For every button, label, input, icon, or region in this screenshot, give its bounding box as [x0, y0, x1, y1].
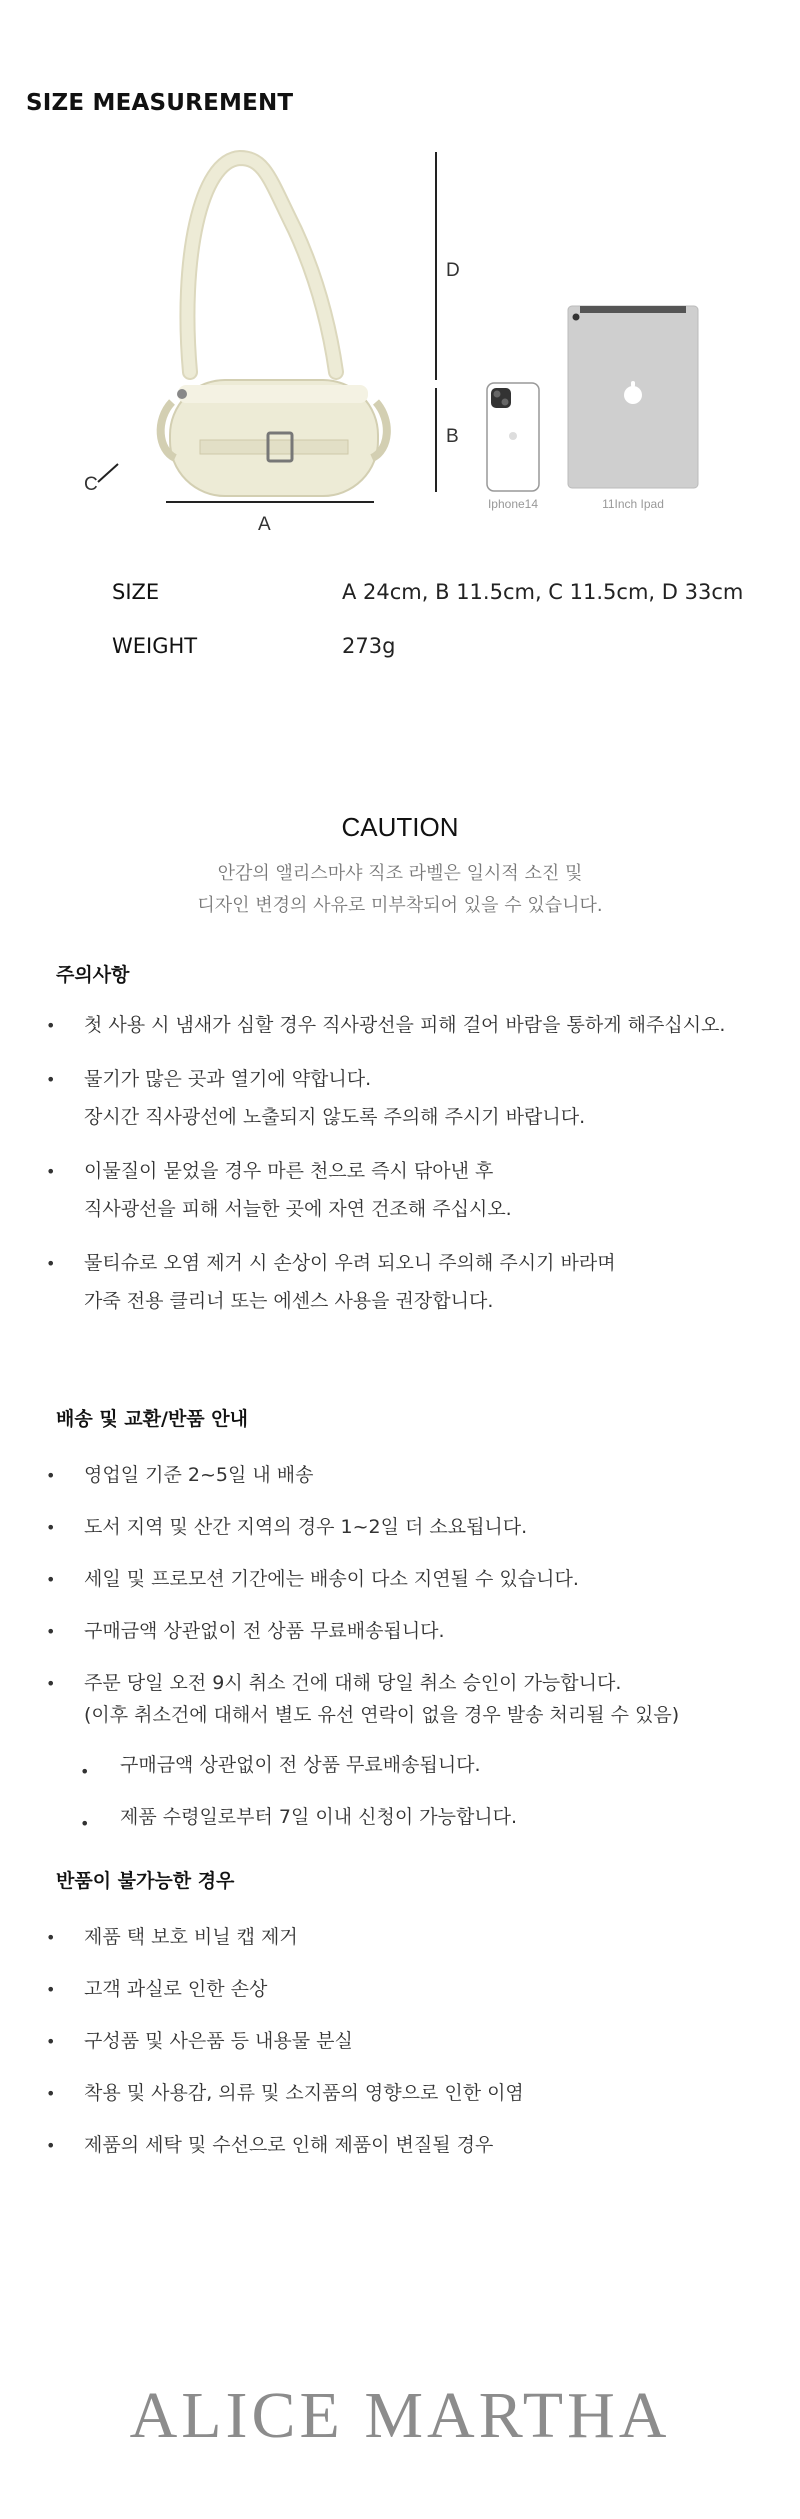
list-item: 영업일 기준 2~5일 내 배송 — [84, 1464, 314, 1486]
bullet: • — [46, 1016, 56, 1035]
spec-value-weight: 273g — [342, 634, 396, 658]
bullet: • — [46, 2084, 56, 2103]
bullet: • — [46, 1162, 56, 1181]
caution-subtitle-line-1: 안감의 앨리스마샤 직조 라벨은 일시적 소진 및 — [217, 863, 583, 884]
bullet: • — [46, 2032, 56, 2051]
list-item: 착용 및 사용감, 의류 및 소지품의 영향으로 인한 이염 — [84, 2082, 524, 2104]
list-item: 이물질이 묻었을 경우 마른 천으로 즉시 닦아낸 후 — [84, 1160, 494, 1182]
list-item: 도서 지역 및 산간 지역의 경우 1~2일 더 소요됩니다. — [84, 1516, 528, 1538]
spec-label-size: SIZE — [112, 580, 160, 604]
list-item: 제품의 세탁 및 수선으로 인해 제품이 변질될 경우 — [84, 2134, 494, 2156]
dim-label-d: D — [446, 260, 460, 281]
list-item: 구매금액 상관없이 전 상품 무료배송됩니다. — [84, 1620, 445, 1642]
ipad-silhouette — [568, 306, 698, 488]
dim-label-b: B — [446, 426, 459, 447]
bullet: • — [46, 1466, 56, 1485]
brand-logo-second: MARTHA — [364, 2379, 671, 2452]
bullet: • — [46, 1254, 56, 1273]
list-item: 고객 과실로 인한 손상 — [84, 1978, 268, 2000]
section-heading-precautions: 주의사항 — [56, 964, 130, 986]
list-item: 물기가 많은 곳과 열기에 약합니다. — [84, 1068, 372, 1090]
list-item: 제품 택 보호 비닐 캡 제거 — [84, 1926, 298, 1948]
sub-bullet: • — [80, 1814, 90, 1833]
dim-label-c: C — [84, 474, 98, 495]
sub-list-item: 구매금액 상관없이 전 상품 무료배송됩니다. — [120, 1754, 481, 1776]
list-item: 주문 당일 오전 9시 취소 건에 대해 당일 취소 승인이 가능합니다. — [84, 1672, 622, 1694]
spec-value-size: A 24cm, B 11.5cm, C 11.5cm, D 33cm — [342, 580, 744, 604]
bullet: • — [46, 1070, 56, 1089]
list-item-continued: (이후 취소건에 대해서 별도 유선 연락이 없을 경우 발송 처리될 수 있음) — [84, 1704, 680, 1726]
bullet: • — [46, 1518, 56, 1537]
list-item: 물티슈로 오염 제거 시 손상이 우려 되오니 주의해 주시기 바라며 — [84, 1252, 616, 1274]
sub-bullet: • — [80, 1762, 90, 1781]
brand-logo-first: ALICE — [129, 2379, 344, 2452]
list-item: 세일 및 프로모션 기간에는 배송이 다소 지연될 수 있습니다. — [84, 1568, 579, 1590]
size-measurement-title: SIZE MEASUREMENT — [26, 90, 294, 116]
list-item-continued: 장시간 직사광선에 노출되지 않도록 주의해 주시기 바랍니다. — [84, 1106, 586, 1128]
dim-line-c — [98, 464, 118, 482]
section-heading-no-returns: 반품이 불가능한 경우 — [56, 1870, 235, 1892]
list-item-continued: 가죽 전용 클리너 또는 에센스 사용을 권장합니다. — [84, 1290, 494, 1312]
device-label-ipad: 11Inch Ipad — [602, 497, 664, 511]
bullet: • — [46, 1674, 56, 1693]
list-item-continued: 직사광선을 피해 서늘한 곳에 자연 건조해 주십시오. — [84, 1198, 512, 1220]
spec-label-weight: WEIGHT — [112, 634, 198, 658]
caution-subtitle-line-2: 디자인 변경의 사유로 미부착되어 있을 수 있습니다. — [197, 895, 603, 916]
bullet: • — [46, 2136, 56, 2155]
device-label-iphone: Iphone14 — [487, 497, 539, 511]
dim-label-a: A — [258, 514, 271, 535]
list-item: 구성품 및 사은품 등 내용물 분실 — [84, 2030, 353, 2052]
size-measurement-figure — [0, 140, 800, 540]
caution-title: CAUTION — [341, 812, 459, 842]
bullet: • — [46, 1570, 56, 1589]
list-item: 첫 사용 시 냄새가 심할 경우 직사광선을 피해 걸어 바람을 통하게 해주십시오. — [84, 1014, 726, 1036]
bag-belt — [200, 440, 348, 454]
sub-list-item: 제품 수령일로부터 7일 이내 신청이 가능합니다. — [120, 1806, 518, 1828]
iphone-silhouette — [487, 383, 539, 491]
bullet: • — [46, 1980, 56, 1999]
bullet: • — [46, 1928, 56, 1947]
bullet: • — [46, 1622, 56, 1641]
section-heading-shipping: 배송 및 교환/반품 안내 — [56, 1408, 248, 1430]
brand-logo — [0, 2378, 800, 2454]
